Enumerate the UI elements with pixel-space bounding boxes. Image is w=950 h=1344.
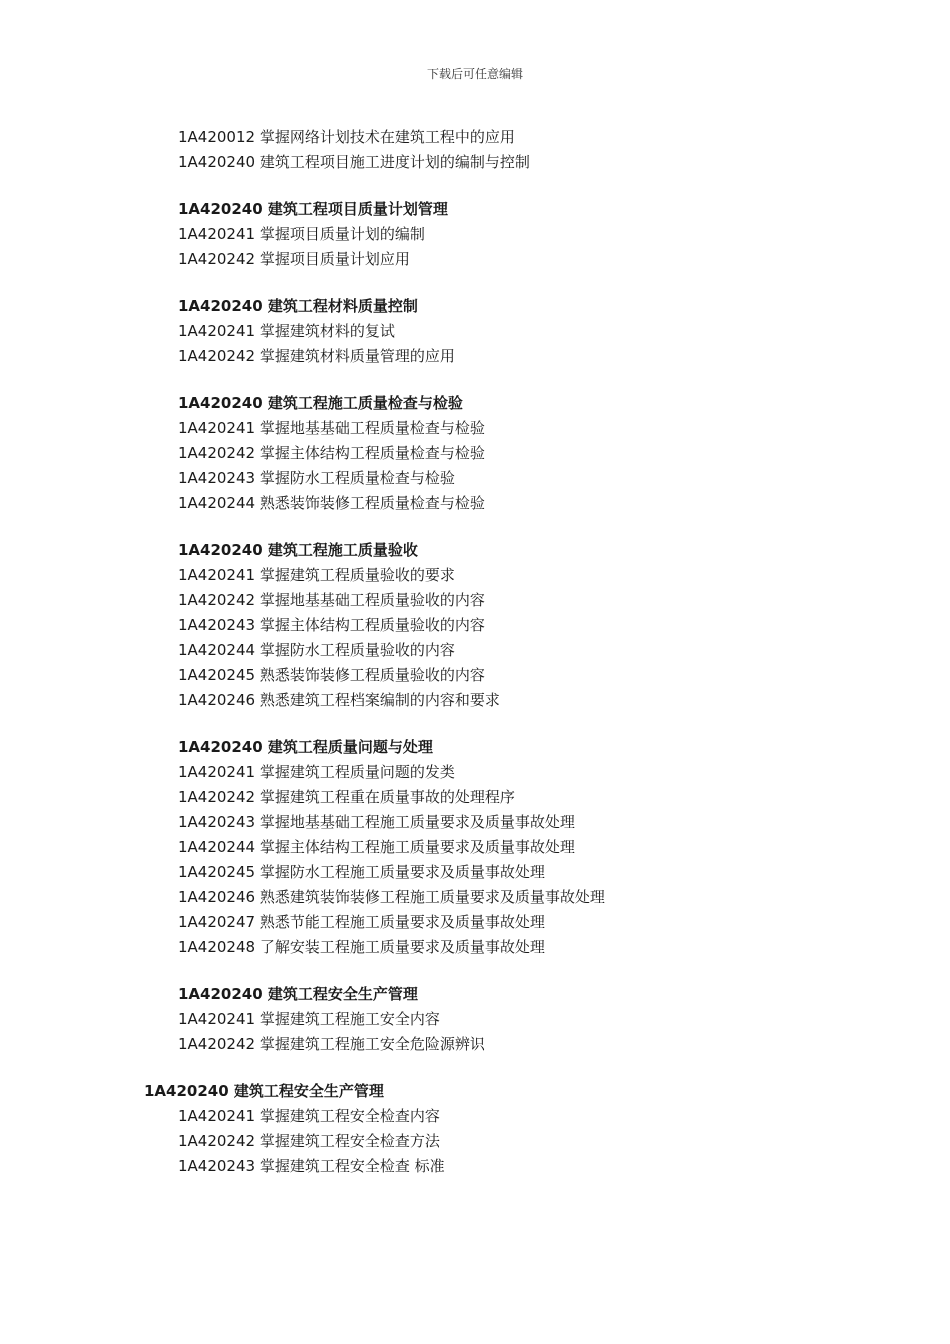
list-item: 1A420242 掌握建筑工程施工安全危险源辨识 [178,1035,485,1053]
list-item: 1A420241 掌握建筑工程施工安全内容 [178,1010,440,1028]
list-item: 1A420241 掌握地基基础工程质量检查与检验 [178,419,485,437]
list-item: 1A420242 掌握地基基础工程质量验收的内容 [178,591,485,609]
list-item: 1A420242 掌握建筑材料质量管理的应用 [178,347,455,365]
section-safety-management [178,982,898,1057]
list-item: 1A420241 掌握建筑材料的复试 [178,322,395,340]
list-item: 1A420246 熟悉建筑装饰装修工程施工质量要求及质量事故处理 [178,888,605,906]
list-item: 1A420244 熟悉装饰装修工程质量检查与检验 [178,494,485,512]
section-heading: 1A420240 建筑工程材料质量控制 [178,297,418,315]
list-item: 1A420242 掌握建筑工程重在质量事故的处理程序 [178,788,515,806]
page-header: 下载后可任意编辑 [426,67,523,81]
section-quality-inspection [178,391,898,516]
section-material-quality [178,294,898,369]
intro-line: 1A420012 掌握网络计划技术在建筑工程中的应用 [178,128,515,146]
section-quality-plan [178,197,898,272]
section-heading: 1A420240 建筑工程项目质量计划管理 [178,200,448,218]
list-item: 1A420243 掌握防水工程质量检查与检验 [178,469,455,487]
list-item: 1A420241 掌握项目质量计划的编制 [178,225,425,243]
list-item: 1A420245 熟悉装饰装修工程质量验收的内容 [178,666,485,684]
section-safety-inspection [144,1079,898,1179]
list-item: 1A420241 掌握建筑工程质量问题的发类 [178,763,455,781]
list-item: 1A420245 掌握防水工程施工质量要求及质量事故处理 [178,863,545,881]
list-item: 1A420248 了解安装工程施工质量要求及质量事故处理 [178,938,545,956]
list-item: 1A420241 掌握建筑工程质量验收的要求 [178,566,455,584]
list-item: 1A420242 掌握项目质量计划应用 [178,250,410,268]
list-item: 1A420242 掌握建筑工程安全检查方法 [178,1132,440,1150]
list-item: 1A420244 掌握防水工程质量验收的内容 [178,641,455,659]
section-heading: 1A420240 建筑工程质量问题与处理 [178,738,433,756]
section-quality-problems [178,735,898,960]
section-heading: 1A420240 建筑工程安全生产管理 [178,985,418,1003]
list-item: 1A420242 掌握主体结构工程质量检查与检验 [178,444,485,462]
list-item: 1A420243 掌握主体结构工程质量验收的内容 [178,616,485,634]
intro-line: 1A420240 建筑工程项目施工进度计划的编制与控制 [178,153,530,171]
section-heading: 1A420240 建筑工程施工质量验收 [178,541,418,559]
list-item: 1A420247 熟悉节能工程施工质量要求及质量事故处理 [178,913,545,931]
list-item: 1A420243 掌握建筑工程安全检查 标准 [178,1157,445,1175]
section-heading: 1A420240 建筑工程施工质量检查与检验 [178,394,463,412]
list-item: 1A420243 掌握地基基础工程施工质量要求及质量事故处理 [178,813,575,831]
document-body [144,125,898,1179]
section-quality-acceptance [178,538,898,713]
list-item: 1A420246 熟悉建筑工程档案编制的内容和要求 [178,691,500,709]
section-heading: 1A420240 建筑工程安全生产管理 [144,1082,384,1100]
list-item: 1A420241 掌握建筑工程安全检查内容 [178,1107,440,1125]
list-item: 1A420244 掌握主体结构工程施工质量要求及质量事故处理 [178,838,575,856]
